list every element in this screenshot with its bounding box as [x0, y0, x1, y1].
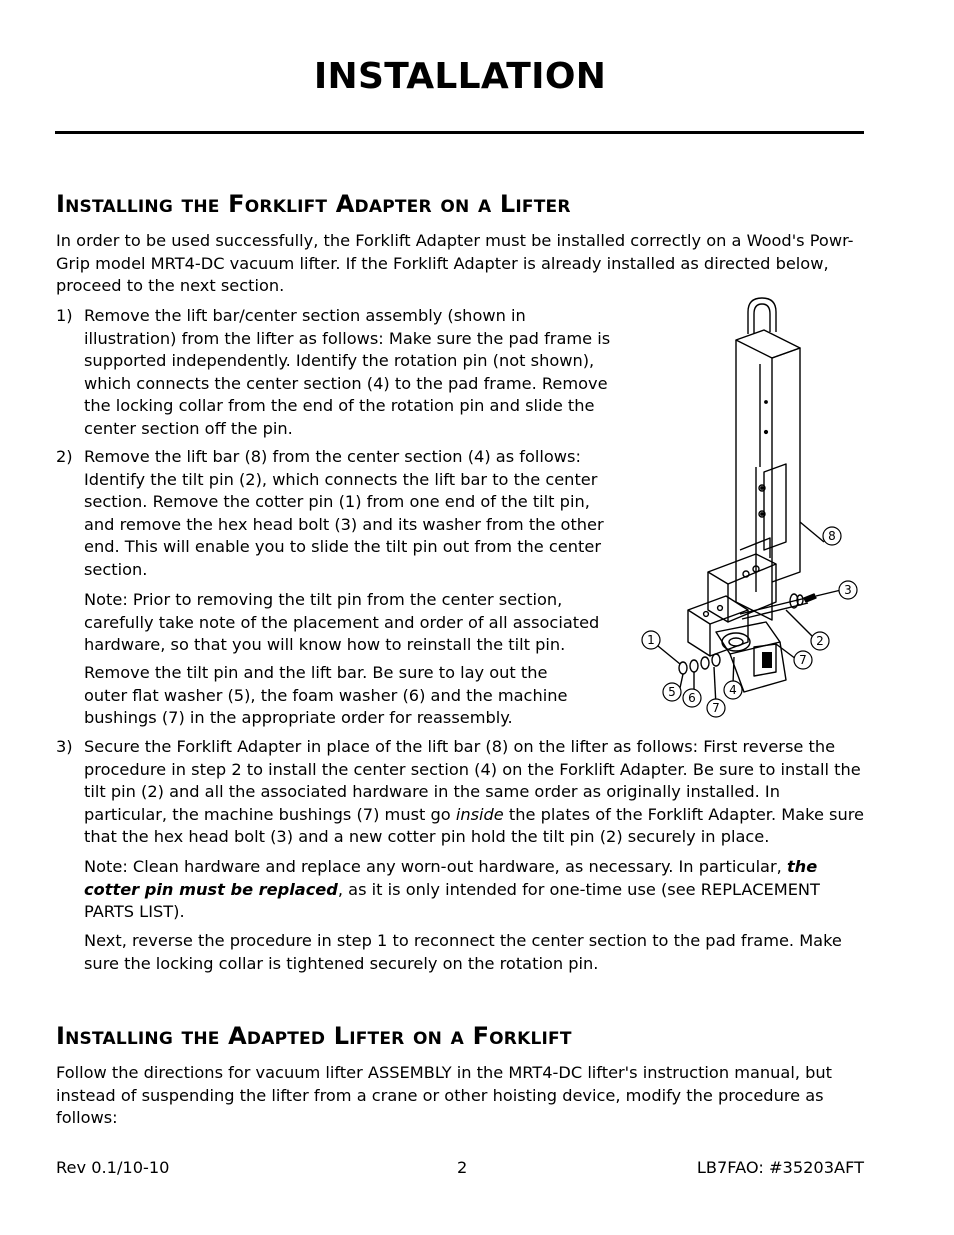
- callout-4-label: 4: [729, 683, 737, 697]
- step-1-text: Remove the lift bar/center section assembly (shown in illustration) from the lifter as follows: Make sure the pad frame is supported independently. Identify the rotation pin (not shown), which connects the center section (4) to the pad frame. Remove the locking collar from the end of the rotation pin and slide the center section off the pin.: [84, 306, 611, 438]
- title-rule: [55, 131, 864, 134]
- step-2-note: Note: Prior to removing the tilt pin from the center section, carefully take note of the placement and order of all associated hardware, so that you will know how to reinstall the tilt pin.: [84, 590, 600, 655]
- page-title: INSTALLATION: [313, 56, 607, 97]
- step-3-note-b: , as it is only intended for one-time use (see REPLACEMENT PARTS LIST).: [84, 879, 820, 922]
- step-3-number: 3): [56, 737, 73, 756]
- section2-intro: Follow the directions for vacuum lifter ASSEMBLY in the MRT4-DC lifter's instruction manual, but instead of suspending the lifter from a crane or other hoisting device, modify the procedure as follows:: [56, 1063, 833, 1128]
- step-3-note-a: Note: Clean hardware and replace any worn-out hardware, as necessary. In particular,: [84, 857, 787, 876]
- step-1-number: 1): [56, 306, 73, 325]
- callout-8-label: 8: [828, 529, 836, 543]
- step-3-text-a: Secure the Forklift Adapter in place of the lift bar (8) on the lifter as follows: First reverse the procedure in step 2 to install the center section (4) on the Forklift Adapter. Be sure to install the tilt pin (2) and all the associated hardware in the same order as originally installed. In particular, the machine bushings (7) must go: [84, 737, 861, 824]
- section-heading-install-adapter: Installing the Forklift Adapter on a Lifter: [56, 190, 571, 218]
- footer-revision: Rev 0.1/10-10: [56, 1158, 170, 1177]
- step-2-text: Remove the lift bar (8) from the center section (4) as follows: Identify the tilt pin (2), which connects the lift bar to the center section. Remove the cotter pin (1) from one end of the tilt pin, and remove the hex head bolt (3) and its washer from the other end. This will enable you to slide the tilt pin out from the center section.: [84, 447, 604, 579]
- step-3-text: [84, 736, 866, 849]
- step-3-text-b: the plates of the Forklift Adapter. Make sure that the hex head bolt (3) and a new cotter pin hold the tilt pin (2) securely in place.: [84, 804, 865, 847]
- step-2-remove: Remove the tilt pin and the lift bar. Be sure to lay out the outer flat washer (5), the foam washer (6) and the machine bushings (7) in the appropriate order for reassembly.: [84, 663, 568, 728]
- callout-1-label: 1: [647, 633, 655, 647]
- callout-7a-label: 7: [799, 653, 807, 667]
- callout-6-label: 6: [688, 691, 696, 705]
- step-3-note: [84, 856, 866, 924]
- callout-7b-label: 7: [712, 701, 720, 715]
- section-heading-install-on-forklift: Installing the Adapted Lifter on a Forklift: [56, 1022, 572, 1050]
- callout-5-label: 5: [668, 685, 676, 699]
- step-3-emphasis-inside: inside: [455, 804, 504, 824]
- lift-bar-assembly-illustration: [636, 292, 866, 722]
- step-3-next: Next, reverse the procedure in step 1 to reconnect the center section to the pad frame. Make sure the locking collar is tightened securely on the rotation pin.: [84, 931, 842, 973]
- section1-intro: In order to be used successfully, the Forklift Adapter must be installed correctly on a Wood's Powr-Grip model MRT4-DC vacuum lifter. If the Forklift Adapter is already installed as directed below, proceed to the next section.: [56, 231, 854, 296]
- footer-doc-id: LB7FAO: #35203AFT: [696, 1158, 864, 1177]
- callout-2-label: 2: [816, 634, 824, 648]
- step-2-number: 2): [56, 447, 73, 466]
- footer-page-number: 2: [457, 1158, 468, 1177]
- callout-3-label: 3: [844, 583, 852, 597]
- step-3-note-emphasis: the cotter pin must be replaced: [84, 857, 818, 899]
